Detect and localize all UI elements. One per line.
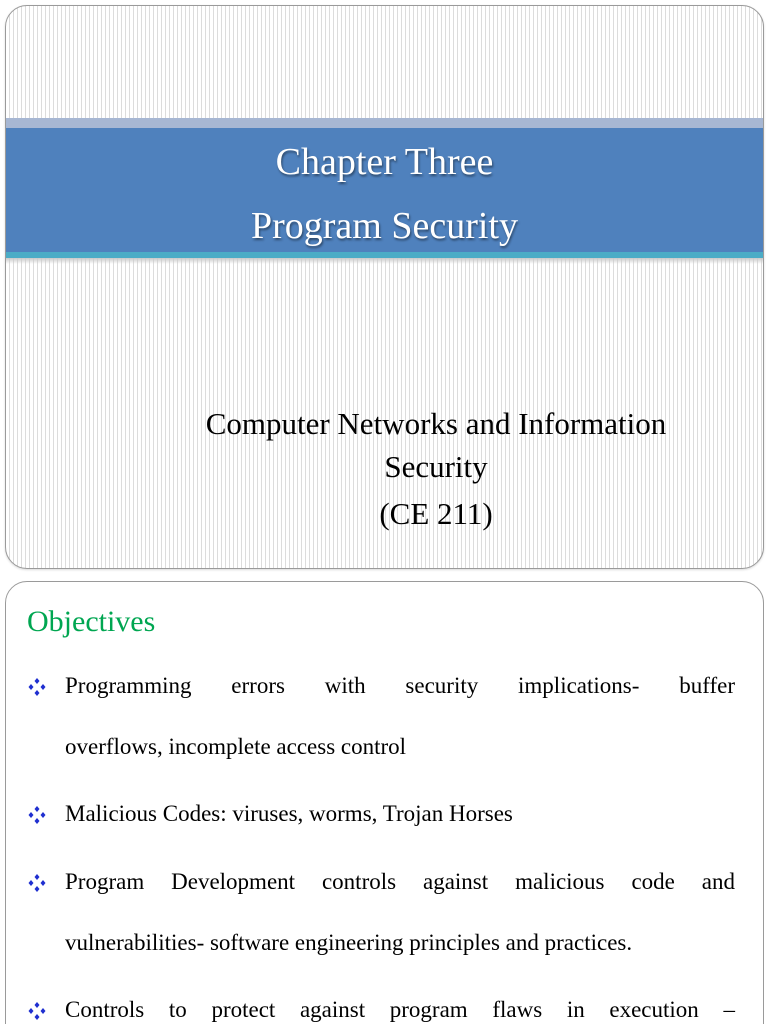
title-band-shadow [6, 258, 763, 264]
chapter-subtitle: Program Security [250, 205, 518, 247]
course-code: (CE 211) [379, 496, 493, 531]
diamond-bullet-icon [27, 673, 47, 699]
objective-line: Programming errors with security implications- buffer [65, 673, 735, 698]
course-name [166, 402, 706, 535]
objective-line: overflows, incomplete access control [65, 734, 407, 759]
objectives-slide [5, 581, 764, 1024]
course-name-line2: Security [384, 449, 488, 484]
objective-line: Controls to protect against program flaws in execution – [65, 997, 735, 1022]
course-name-line1: Computer Networks and Information [205, 406, 667, 441]
objective-line: vulnerabilities- software engineering principles and practices. [65, 930, 633, 955]
title-slide [5, 5, 764, 569]
objective-line: Program Development controls against malicious code and [65, 869, 735, 894]
diamond-bullet-icon [27, 869, 47, 895]
chapter-title: Chapter Three [275, 141, 494, 183]
objectives-heading: Objectives [27, 605, 156, 638]
diamond-bullet-icon [27, 801, 47, 827]
diamond-bullet-icon [27, 997, 47, 1023]
objective-line: Malicious Codes: viruses, worms, Trojan Horses [65, 801, 513, 826]
title-band-accent-top [6, 118, 763, 128]
